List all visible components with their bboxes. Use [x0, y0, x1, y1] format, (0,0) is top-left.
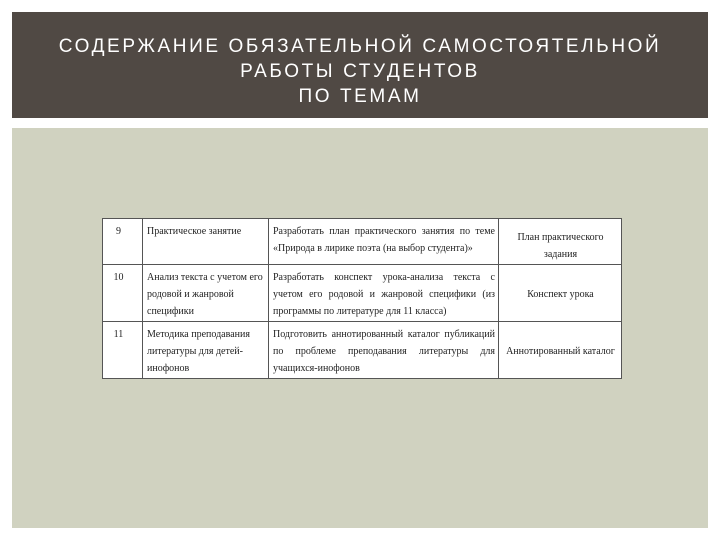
row-number-cell: 9	[103, 219, 143, 265]
table-row	[103, 322, 622, 379]
lesson-type-cell: Практическое занятие	[143, 219, 269, 265]
report-form-cell: План практического задания	[499, 219, 622, 265]
content-area	[12, 128, 708, 528]
title-line-1: СОДЕРЖАНИЕ ОБЯЗАТЕЛЬНОЙ САМОСТОЯТЕЛЬНОЙ	[58, 36, 662, 57]
task-cell: Разработать конспект урока-анализа текста с учетом его родовой и жанровой специфики (из программы по литературе для 11 класса)	[269, 265, 499, 322]
row-number-cell: 11	[103, 322, 143, 379]
table-row	[103, 219, 622, 265]
title-banner	[12, 12, 708, 118]
title-line-3: ПО ТЕМАМ	[298, 86, 422, 107]
report-form-cell: Конспект урока	[499, 265, 622, 322]
lesson-type-cell: Анализ текста с учетом его родовой и жанровой специфики	[143, 265, 269, 322]
table-row	[103, 265, 622, 322]
row-number-cell: 10	[103, 265, 143, 322]
report-form-cell: Аннотированный каталог	[499, 322, 622, 379]
task-cell: Разработать план практического занятия по теме «Природа в лирике поэта (на выбор студента)»	[269, 219, 499, 265]
lesson-type-cell: Методика преподавания литературы для детей-инофонов	[143, 322, 269, 379]
title-line-2: РАБОТЫ СТУДЕНТОВ	[240, 61, 480, 82]
work-plan-table	[102, 218, 622, 379]
task-cell: Подготовить аннотированный каталог публикаций по проблеме преподавания литературы для учащихся-инофонов	[269, 322, 499, 379]
